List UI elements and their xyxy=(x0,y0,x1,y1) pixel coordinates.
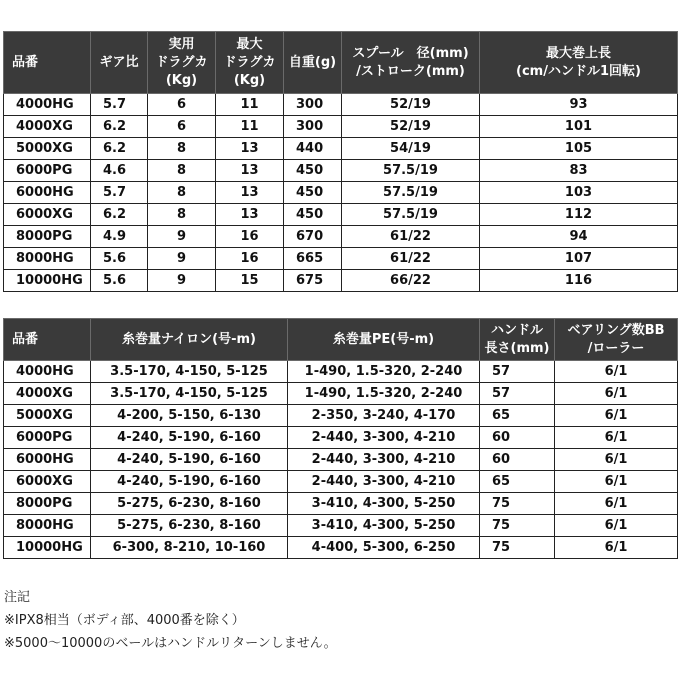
cell-weight: 300 xyxy=(284,116,342,138)
cell-pe: 2-440, 3-300, 4-210 xyxy=(288,471,480,493)
header-spool xyxy=(342,32,480,94)
cell-handle-length: 60 xyxy=(480,449,555,471)
cell-max-drag: 13 xyxy=(216,182,284,204)
header-handle-line2: 長さ(mm) xyxy=(484,340,550,356)
cell-weight: 665 xyxy=(284,248,342,270)
cell-retrieve: 107 xyxy=(480,248,678,270)
header-practical-drag-line3: (Kg) xyxy=(165,72,198,88)
cell-spool: 61/22 xyxy=(342,248,480,270)
cell-nylon: 4-240, 5-190, 6-160 xyxy=(91,427,288,449)
cell-handle-length: 65 xyxy=(480,471,555,493)
table-row xyxy=(4,204,678,226)
cell-spool: 57.5/19 xyxy=(342,182,480,204)
header-model: 品番 xyxy=(4,319,91,361)
cell-bearing: 6/1 xyxy=(555,361,678,383)
cell-gear: 6.2 xyxy=(91,138,148,160)
header-retrieve-line2: (cm/ハンドル1回転) xyxy=(516,63,641,79)
cell-bearing: 6/1 xyxy=(555,427,678,449)
cell-gear: 4.6 xyxy=(91,160,148,182)
cell-gear: 5.7 xyxy=(91,182,148,204)
cell-practical-drag: 9 xyxy=(148,248,216,270)
cell-model: 5000XG xyxy=(4,138,91,160)
cell-model: 8000PG xyxy=(4,493,91,515)
header-max-drag-line1: 最大 xyxy=(236,36,263,52)
cell-retrieve: 112 xyxy=(480,204,678,226)
header-retrieve xyxy=(480,32,678,94)
notes-section xyxy=(4,586,337,655)
cell-nylon: 5-275, 6-230, 8-160 xyxy=(91,493,288,515)
cell-max-drag: 11 xyxy=(216,94,284,116)
cell-bearing: 6/1 xyxy=(555,493,678,515)
cell-handle-length: 75 xyxy=(480,493,555,515)
cell-retrieve: 83 xyxy=(480,160,678,182)
table-row xyxy=(4,270,678,292)
header-handle-length xyxy=(480,319,555,361)
cell-max-drag: 11 xyxy=(216,116,284,138)
header-max-drag-line2: ドラグカ xyxy=(223,54,276,70)
header-spool-line2: /ストローク(mm) xyxy=(356,63,465,79)
cell-handle-length: 65 xyxy=(480,405,555,427)
cell-gear: 5.6 xyxy=(91,248,148,270)
cell-handle-length: 57 xyxy=(480,383,555,405)
table-row xyxy=(4,493,678,515)
table-row xyxy=(4,138,678,160)
table-row xyxy=(4,383,678,405)
cell-spool: 57.5/19 xyxy=(342,160,480,182)
cell-weight: 440 xyxy=(284,138,342,160)
note-line-bail: ※5000～10000のベールはハンドルリターンしません。 xyxy=(4,636,337,651)
header-nylon: 糸巻量ナイロン(号-m) xyxy=(91,319,288,361)
cell-nylon: 3.5-170, 4-150, 5-125 xyxy=(91,383,288,405)
cell-model: 8000HG xyxy=(4,248,91,270)
cell-pe: 3-410, 4-300, 5-250 xyxy=(288,493,480,515)
cell-handle-length: 60 xyxy=(480,427,555,449)
cell-bearing: 6/1 xyxy=(555,383,678,405)
cell-weight: 450 xyxy=(284,204,342,226)
cell-retrieve: 101 xyxy=(480,116,678,138)
cell-spool: 52/19 xyxy=(342,94,480,116)
table-header-row xyxy=(4,319,678,361)
note-line-waterproof: ※IPX8相当（ボディ部、4000番を除く） xyxy=(4,613,245,628)
table-row xyxy=(4,94,678,116)
cell-model: 4000HG xyxy=(4,94,91,116)
table-row xyxy=(4,449,678,471)
header-weight: 自重(g) xyxy=(284,32,342,94)
notes-title: 注記 xyxy=(4,590,31,605)
cell-nylon: 4-240, 5-190, 6-160 xyxy=(91,449,288,471)
table-row xyxy=(4,116,678,138)
cell-bearing: 6/1 xyxy=(555,537,678,559)
cell-pe: 1-490, 1.5-320, 2-240 xyxy=(288,383,480,405)
cell-pe: 2-350, 3-240, 4-170 xyxy=(288,405,480,427)
cell-weight: 300 xyxy=(284,94,342,116)
cell-practical-drag: 8 xyxy=(148,182,216,204)
header-model: 品番 xyxy=(4,32,91,94)
cell-model: 6000HG xyxy=(4,449,91,471)
cell-weight: 675 xyxy=(284,270,342,292)
cell-max-drag: 13 xyxy=(216,138,284,160)
cell-spool: 52/19 xyxy=(342,116,480,138)
cell-handle-length: 57 xyxy=(480,361,555,383)
header-spool-line1: スプール 径(mm) xyxy=(352,45,469,61)
cell-model: 4000XG xyxy=(4,383,91,405)
header-practical-drag-line1: 実用 xyxy=(168,36,195,52)
cell-bearing: 6/1 xyxy=(555,515,678,537)
cell-retrieve: 93 xyxy=(480,94,678,116)
table-row xyxy=(4,248,678,270)
cell-model: 6000PG xyxy=(4,160,91,182)
cell-spool: 66/22 xyxy=(342,270,480,292)
cell-model: 6000PG xyxy=(4,427,91,449)
cell-practical-drag: 6 xyxy=(148,94,216,116)
header-retrieve-line1: 最大巻上長 xyxy=(545,45,611,61)
cell-nylon: 4-240, 5-190, 6-160 xyxy=(91,471,288,493)
header-practical-drag-line2: ドラグカ xyxy=(155,54,208,70)
cell-retrieve: 116 xyxy=(480,270,678,292)
header-practical-drag xyxy=(148,32,216,94)
cell-nylon: 5-275, 6-230, 8-160 xyxy=(91,515,288,537)
cell-model: 10000HG xyxy=(4,537,91,559)
cell-practical-drag: 9 xyxy=(148,226,216,248)
cell-practical-drag: 8 xyxy=(148,138,216,160)
cell-max-drag: 16 xyxy=(216,248,284,270)
cell-model: 6000HG xyxy=(4,182,91,204)
cell-gear: 5.7 xyxy=(91,94,148,116)
table-row xyxy=(4,427,678,449)
cell-bearing: 6/1 xyxy=(555,405,678,427)
spec-table-drag xyxy=(3,31,678,292)
cell-retrieve: 103 xyxy=(480,182,678,204)
cell-retrieve: 105 xyxy=(480,138,678,160)
cell-model: 6000XG xyxy=(4,204,91,226)
cell-gear: 5.6 xyxy=(91,270,148,292)
cell-pe: 1-490, 1.5-320, 2-240 xyxy=(288,361,480,383)
cell-practical-drag: 9 xyxy=(148,270,216,292)
table-row xyxy=(4,160,678,182)
cell-retrieve: 94 xyxy=(480,226,678,248)
header-max-drag-line3: (Kg) xyxy=(233,72,266,88)
cell-weight: 450 xyxy=(284,160,342,182)
cell-max-drag: 13 xyxy=(216,160,284,182)
cell-pe: 4-400, 5-300, 6-250 xyxy=(288,537,480,559)
cell-model: 4000HG xyxy=(4,361,91,383)
table-row xyxy=(4,405,678,427)
cell-handle-length: 75 xyxy=(480,515,555,537)
header-bearing xyxy=(555,319,678,361)
table-row xyxy=(4,537,678,559)
cell-max-drag: 16 xyxy=(216,226,284,248)
cell-pe: 2-440, 3-300, 4-210 xyxy=(288,449,480,471)
cell-bearing: 6/1 xyxy=(555,449,678,471)
table-row xyxy=(4,361,678,383)
header-pe: 糸巻量PE(号-m) xyxy=(288,319,480,361)
cell-spool: 61/22 xyxy=(342,226,480,248)
cell-model: 4000XG xyxy=(4,116,91,138)
cell-gear: 6.2 xyxy=(91,116,148,138)
cell-model: 10000HG xyxy=(4,270,91,292)
cell-max-drag: 13 xyxy=(216,204,284,226)
header-bearing-line2: /ローラー xyxy=(587,340,645,356)
table-row xyxy=(4,471,678,493)
cell-practical-drag: 8 xyxy=(148,204,216,226)
cell-model: 8000PG xyxy=(4,226,91,248)
cell-practical-drag: 8 xyxy=(148,160,216,182)
header-gear-ratio: ギア比 xyxy=(91,32,148,94)
cell-model: 5000XG xyxy=(4,405,91,427)
cell-handle-length: 75 xyxy=(480,537,555,559)
cell-model: 8000HG xyxy=(4,515,91,537)
cell-weight: 670 xyxy=(284,226,342,248)
cell-nylon: 3.5-170, 4-150, 5-125 xyxy=(91,361,288,383)
cell-practical-drag: 6 xyxy=(148,116,216,138)
spec-table-line-capacity xyxy=(3,318,678,559)
table-header-row xyxy=(4,32,678,94)
cell-spool: 54/19 xyxy=(342,138,480,160)
header-bearing-line1: ベアリング数BB xyxy=(567,322,665,338)
table-row xyxy=(4,226,678,248)
cell-max-drag: 15 xyxy=(216,270,284,292)
cell-model: 6000XG xyxy=(4,471,91,493)
cell-gear: 4.9 xyxy=(91,226,148,248)
table-row xyxy=(4,515,678,537)
cell-spool: 57.5/19 xyxy=(342,204,480,226)
cell-gear: 6.2 xyxy=(91,204,148,226)
header-max-drag xyxy=(216,32,284,94)
cell-weight: 450 xyxy=(284,182,342,204)
table-row xyxy=(4,182,678,204)
cell-pe: 3-410, 4-300, 5-250 xyxy=(288,515,480,537)
cell-nylon: 6-300, 8-210, 10-160 xyxy=(91,537,288,559)
cell-bearing: 6/1 xyxy=(555,471,678,493)
cell-nylon: 4-200, 5-150, 6-130 xyxy=(91,405,288,427)
header-handle-line1: ハンドル xyxy=(490,322,543,338)
cell-pe: 2-440, 3-300, 4-210 xyxy=(288,427,480,449)
